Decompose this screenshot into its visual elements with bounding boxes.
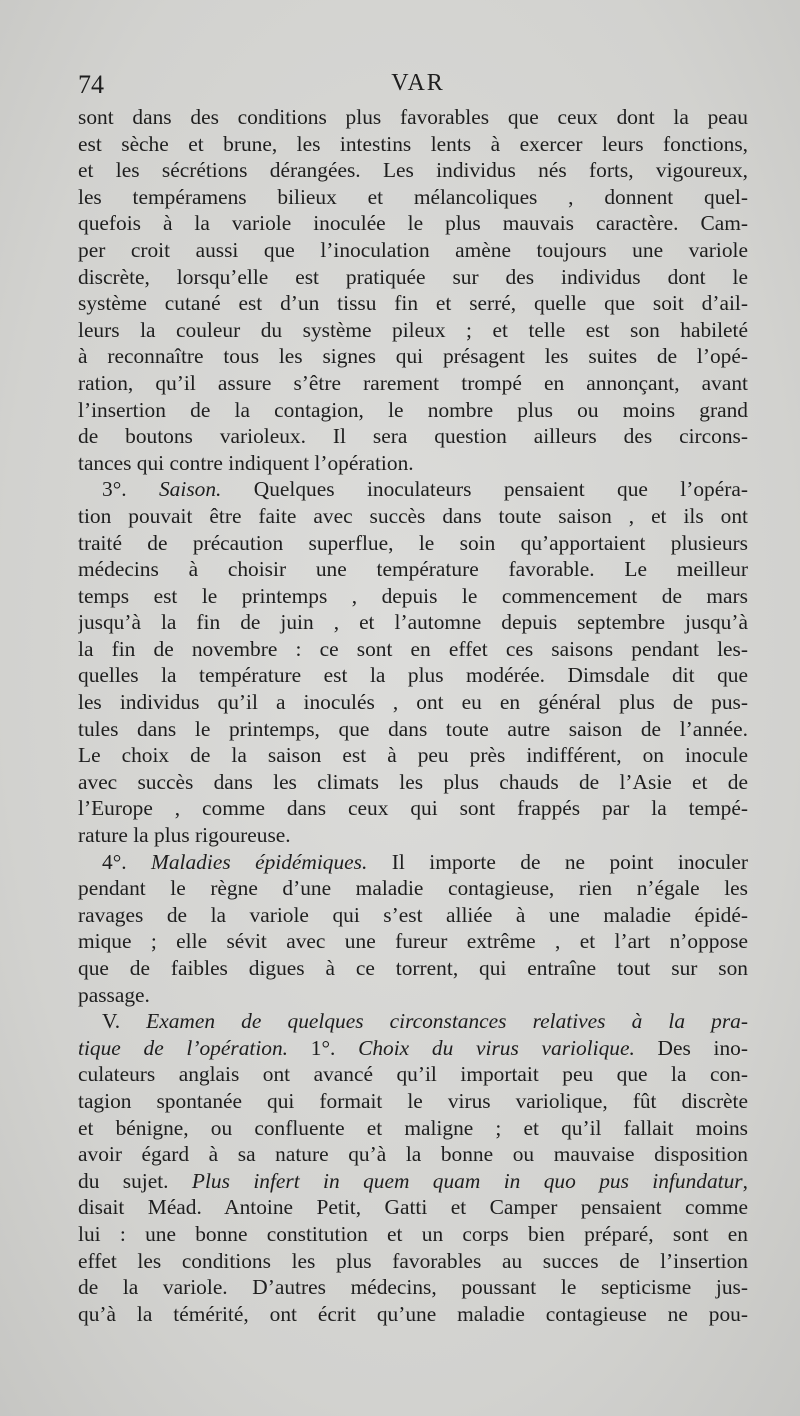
text-line: 3°. Saison. Quelques inoculateurs pensaient que l’opéra- <box>102 477 748 502</box>
text-line: les tempéramens bilieux et mélancoliques , donnent quel- <box>78 184 748 209</box>
page-header <box>78 68 758 104</box>
text-line: V. Examen de quelques circonstances relatives à la pra- <box>102 1009 748 1034</box>
text-line: rature la plus rigoureuse. <box>78 823 291 848</box>
text-line: mique ; elle sévit avec une fureur extrême , et l’art n’oppose <box>78 929 748 954</box>
text-line: tagion spontanée qui formait le virus variolique, fût discrète <box>78 1088 748 1113</box>
text-line: lui : une bonne constitution et un corps bien préparé, sont en <box>78 1221 748 1246</box>
italic-text: tique de l’opération. <box>78 1035 289 1060</box>
text-line: Le choix de la saison est à peu près indifférent, on inocule <box>78 743 748 768</box>
text-line: et bénigne, ou confluente et maligne ; et qu’il fallait moins <box>78 1115 748 1140</box>
text-line: ravages de la variole qui s’est alliée à une maladie épidé- <box>78 902 748 927</box>
text-line: ration, qu’il assure s’être rarement trompé en annonçant, avant <box>78 370 748 395</box>
text-line: médecins à choisir une température favorable. Le meilleur <box>78 557 748 582</box>
text-line: qu’à la témérité, ont écrit qu’une maladie contagieuse ne pou- <box>78 1301 748 1326</box>
text-line: l’insertion de la contagion, le nombre plus ou moins grand <box>78 397 748 422</box>
text-line: avec succès dans les climats les plus chauds de l’Asie et de <box>78 769 748 794</box>
text-line: du sujet. Plus infert in quem quam in quo pus infundatur, <box>78 1168 748 1193</box>
text-line: et les sécrétions dérangées. Les individus nés forts, vigoureux, <box>78 158 748 183</box>
italic-text: Maladies épidémiques. <box>151 849 368 874</box>
body-text <box>78 104 748 1327</box>
text-line: l’Europe , comme dans ceux qui sont frappés par la tempé- <box>78 796 748 821</box>
italic-text: Choix du virus variolique. <box>358 1035 635 1060</box>
text-line: leurs la couleur du système pileux ; et telle est son habileté <box>78 317 748 342</box>
text-line: disait Méad. Antoine Petit, Gatti et Camper pensaient comme <box>78 1195 748 1220</box>
text-line: pendant le règne d’une maladie contagieuse, rien n’égale les <box>78 876 748 901</box>
text-line: 4°. Maladies épidémiques. Il importe de ne point inoculer <box>102 849 748 874</box>
text-line: les individus qu’il a inoculés , ont eu en général plus de pus- <box>78 690 748 715</box>
text-line: tique de l’opération. 1°. Choix du virus variolique. Des ino- <box>78 1035 748 1060</box>
text-line: temps est le printemps , depuis le commencement de mars <box>78 583 748 608</box>
text-line: la fin de novembre : ce sont en effet ces saisons pendant les- <box>78 636 748 661</box>
text-line: que de faibles digues à ce torrent, qui entraîne tout sur son <box>78 956 748 980</box>
text-line: discrète, lorsqu’elle est pratiquée sur des individus dont le <box>78 264 748 289</box>
text-line: système cutané est d’un tissu fin et serré, quelle que soit d’ail- <box>78 291 748 316</box>
running-head: VAR <box>391 70 445 96</box>
italic-text: Examen de quelques circonstances relatives à la pra- <box>146 1009 748 1034</box>
text-line: est sèche et brune, les intestins lents à exercer leurs fonctions, <box>78 131 748 156</box>
text-line: tances qui contre indiquent l’opération. <box>78 450 414 475</box>
text-line: à reconnaître tous les signes qui présagent les suites de l’opé- <box>78 344 748 369</box>
text-line: culateurs anglais ont avancé qu’il importait peu que la con- <box>78 1062 748 1087</box>
text-line: avoir égard à sa nature qu’à la bonne ou mauvaise disposition <box>78 1142 748 1167</box>
italic-text: Saison. <box>158 477 222 502</box>
text-line: quelles la température est la plus modérée. Dimsdale dit que <box>78 663 748 688</box>
text-line: sont dans des conditions plus favorables que ceux dont la peau <box>78 105 748 129</box>
text-line: de boutons varioleux. Il sera question ailleurs des circons- <box>78 424 748 449</box>
italic-text: Plus infert in quem quam in quo pus infundatur <box>191 1168 743 1193</box>
text-line: tion pouvait être faite avec succès dans toute saison , et ils ont <box>78 503 748 528</box>
text-line: quefois à la variole inoculée le plus mauvais caractère. Cam- <box>78 211 748 236</box>
text-line: passage. <box>78 982 150 1007</box>
text-line: traité de précaution superflue, le soin qu’apportaient plusieurs <box>78 530 748 555</box>
text-line: jusqu’à la fin de juin , et l’automne depuis septembre jusqu’à <box>78 610 748 635</box>
text-line: effet les conditions les plus favorables au succes de l’insertion <box>78 1248 748 1273</box>
text-line: de la variole. D’autres médecins, poussant le septicisme jus- <box>78 1275 748 1300</box>
page-number: 74 <box>78 70 104 99</box>
text-line: per croit aussi que l’inoculation amène toujours une variole <box>78 237 748 262</box>
text-line: tules dans le printemps, que dans toute autre saison de l’année. <box>78 716 748 741</box>
